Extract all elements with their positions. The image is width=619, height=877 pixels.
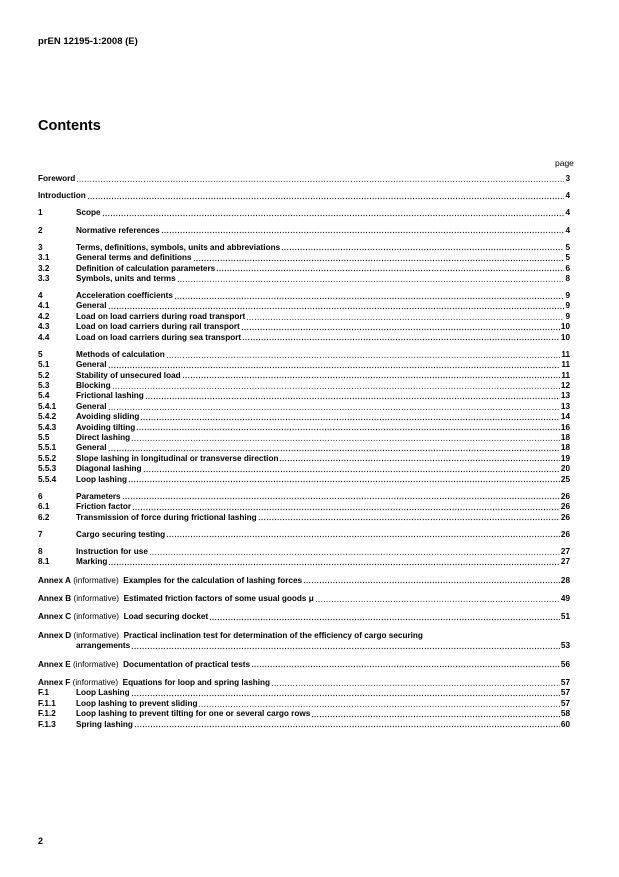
- toc-entry-number: 5.5: [38, 432, 50, 442]
- toc-entry-label: Scope: [76, 208, 101, 218]
- toc-entry-number: F.1: [38, 688, 49, 698]
- leader-dots: [108, 402, 560, 410]
- toc-entry-page: 20: [560, 464, 570, 474]
- toc-entry[interactable]: [38, 492, 570, 502]
- leader-dots: [279, 454, 559, 462]
- leader-dots: [143, 465, 560, 473]
- toc-annex-c[interactable]: [38, 612, 570, 622]
- toc-entry[interactable]: [38, 291, 570, 301]
- toc-entry-page: 4: [565, 208, 570, 218]
- toc-entry[interactable]: [38, 208, 570, 218]
- page-title: Contents: [38, 118, 101, 134]
- leader-dots: [166, 530, 560, 538]
- annex-kind: (informative): [73, 659, 119, 669]
- toc-entry-number: 5.2: [38, 370, 50, 380]
- toc-entry[interactable]: [38, 274, 570, 284]
- toc-entry-number: 3.1: [38, 253, 50, 263]
- toc-entry[interactable]: [38, 402, 570, 412]
- toc-entry-label: Blocking: [76, 381, 111, 391]
- toc-entry-page: 5: [565, 253, 570, 263]
- toc-entry-number: 5.4.1: [38, 401, 57, 411]
- leader-dots: [131, 433, 560, 441]
- annex-kind: (informative): [73, 594, 119, 604]
- toc-entry-page: 25: [560, 474, 570, 484]
- toc-entry[interactable]: [38, 333, 570, 343]
- toc-entry[interactable]: [38, 243, 570, 253]
- toc-entry[interactable]: [38, 433, 570, 443]
- toc-entry[interactable]: [38, 502, 570, 512]
- toc-entry-number: F.1.2: [38, 709, 56, 719]
- annex-prefix: Annex A: [38, 575, 71, 585]
- toc-entry-number: 4.3: [38, 322, 50, 332]
- toc-entry-label: General: [76, 301, 107, 311]
- toc-entry[interactable]: [38, 423, 570, 433]
- toc-entry[interactable]: [38, 253, 570, 263]
- toc-entry-page: 9: [565, 291, 570, 301]
- toc-annex-f[interactable]: [38, 678, 570, 688]
- annex-kind: (informative): [73, 575, 119, 585]
- leader-dots: [311, 710, 560, 718]
- toc-entry-page: 4: [565, 225, 570, 235]
- toc-entry[interactable]: [38, 454, 570, 464]
- toc-annex-d[interactable]: [38, 631, 570, 652]
- leader-dots: [149, 547, 560, 555]
- toc-entry[interactable]: [38, 720, 570, 730]
- toc-entry-page: 9: [565, 301, 570, 311]
- toc-entry-label: Normative references: [76, 225, 160, 235]
- toc-entry-number: 8: [38, 546, 43, 556]
- toc-entry-number: 1: [38, 208, 43, 218]
- toc-entry-number: 5.5.3: [38, 464, 57, 474]
- toc-entry-number: 6.2: [38, 512, 50, 522]
- leader-dots: [182, 371, 561, 379]
- page-column-label: page: [555, 158, 574, 168]
- leader-dots: [258, 513, 560, 521]
- toc-entry-page: 10: [560, 322, 570, 332]
- toc-entry[interactable]: [38, 688, 570, 698]
- toc-entry-label: Diagonal lashing: [76, 464, 142, 474]
- leader-dots: [193, 254, 565, 262]
- toc-entry-label: Friction factor: [76, 502, 132, 512]
- toc-entry-number: 4: [38, 291, 43, 301]
- toc-entry[interactable]: [38, 381, 570, 391]
- leader-dots: [134, 720, 560, 728]
- toc-entry[interactable]: [38, 412, 570, 422]
- leader-dots: [242, 333, 560, 341]
- toc-entry-number: 6.1: [38, 502, 50, 512]
- leader-dots: [303, 576, 560, 584]
- toc-entry-page: 26: [560, 502, 570, 512]
- toc-entry-page: 14: [560, 412, 570, 422]
- document-header: prEN 12195-1:2008 (E): [38, 36, 138, 47]
- toc-entry[interactable]: [38, 475, 570, 485]
- leader-dots: [131, 689, 560, 697]
- table-of-contents: [38, 174, 570, 730]
- toc-entry-number: 7: [38, 529, 43, 539]
- toc-entry[interactable]: [38, 360, 570, 370]
- leader-dots: [131, 642, 560, 650]
- toc-entry[interactable]: [38, 226, 570, 236]
- toc-entry-label: Terms, definitions, symbols, units and abbreviations: [76, 242, 281, 252]
- annex-kind: (informative): [73, 630, 119, 640]
- toc-entry-page: 11: [561, 370, 570, 380]
- toc-entry-page: 3: [565, 173, 570, 183]
- leader-dots: [216, 264, 564, 272]
- toc-entry-label: Introduction: [38, 191, 86, 201]
- toc-entry-number: 5.3: [38, 381, 50, 391]
- toc-entry-label: Avoiding tilting: [76, 422, 136, 432]
- toc-entry[interactable]: [38, 371, 570, 381]
- leader-dots: [251, 660, 560, 668]
- leader-dots: [108, 444, 560, 452]
- toc-entry-label: Marking: [76, 557, 108, 567]
- toc-entry-page: 9: [565, 311, 570, 321]
- toc-entry-page: 28: [560, 575, 570, 585]
- toc-entry-label: Loop lashing to prevent sliding: [76, 698, 198, 708]
- toc-entry[interactable]: [38, 513, 570, 523]
- toc-entry-label: Transmission of force during frictional lashing: [76, 512, 257, 522]
- annex-title: Practical inclination test for determination of the efficiency of cargo securing: [123, 630, 423, 640]
- toc-entry-page: 11: [561, 349, 570, 359]
- annex-prefix: Annex B: [38, 594, 72, 604]
- toc-entry-page: 53: [560, 641, 570, 651]
- toc-entry[interactable]: [38, 699, 570, 709]
- toc-entry-label: Foreword: [38, 173, 76, 183]
- annex-title: Load securing docket: [123, 612, 209, 622]
- leader-dots: [241, 323, 560, 331]
- toc-entry-page: 26: [560, 529, 570, 539]
- toc-entry-label: Loop Lashing: [76, 688, 130, 698]
- toc-entry-foreword[interactable]: [38, 174, 570, 184]
- annex-prefix: Annex F: [38, 678, 71, 688]
- toc-entry-label: Stability of unsecured load: [76, 370, 181, 380]
- toc-entry-page: 26: [560, 491, 570, 501]
- annex-prefix: Annex C: [38, 612, 72, 622]
- toc-entry[interactable]: [38, 264, 570, 274]
- toc-entry-page: 19: [560, 453, 570, 463]
- toc-entry-page: 27: [560, 557, 570, 567]
- leader-dots: [87, 192, 565, 200]
- leader-dots: [145, 392, 560, 400]
- leader-dots: [102, 209, 565, 217]
- toc-entry-number: 5.4.3: [38, 422, 57, 432]
- toc-entry[interactable]: [38, 391, 570, 401]
- leader-dots: [246, 312, 564, 320]
- toc-entry-number: 8.1: [38, 557, 50, 567]
- toc-entry-page: 58: [560, 709, 570, 719]
- toc-entry-label: Spring lashing: [76, 719, 133, 729]
- annex-title-continued: arrangements: [76, 641, 131, 651]
- toc-entry-label: Direct lashing: [76, 432, 131, 442]
- toc-entry-number: 5: [38, 349, 43, 359]
- toc-annex-b[interactable]: [38, 594, 570, 604]
- toc-entry-number: 3.2: [38, 263, 50, 273]
- annex-title: Documentation of practical tests: [123, 659, 251, 669]
- toc-entry[interactable]: [38, 302, 570, 312]
- toc-entry[interactable]: [38, 557, 570, 567]
- toc-entry-number: 5.1: [38, 360, 50, 370]
- toc-entry-page: 4: [565, 191, 570, 201]
- leader-dots: [122, 492, 560, 500]
- leader-dots: [166, 350, 561, 358]
- toc-entry[interactable]: [38, 547, 570, 557]
- toc-entry-page: 18: [560, 432, 570, 442]
- leader-dots: [198, 699, 559, 707]
- leader-dots: [112, 381, 560, 389]
- toc-entry-page: 6: [565, 263, 570, 273]
- annex-title: Estimated friction factors of some usual goods μ: [123, 594, 314, 604]
- toc-entry-number: 6: [38, 491, 43, 501]
- annex-title: Examples for the calculation of lashing forces: [123, 575, 303, 585]
- toc-entry-number: 2: [38, 225, 43, 235]
- toc-entry-label: Symbols, units and terms: [76, 273, 176, 283]
- toc-entry-number: 3: [38, 242, 43, 252]
- toc-entry-number: 3.3: [38, 273, 50, 283]
- leader-dots: [132, 503, 560, 511]
- toc-entry-page: 57: [560, 678, 570, 688]
- toc-entry-number: 5.5.4: [38, 474, 57, 484]
- toc-entry-page: 5: [565, 242, 570, 252]
- leader-dots: [209, 613, 560, 621]
- toc-entry[interactable]: [38, 312, 570, 322]
- annex-prefix: Annex D: [38, 630, 72, 640]
- toc-entry-page: 27: [560, 546, 570, 556]
- toc-entry-label: Load on load carriers during road transport: [76, 311, 246, 321]
- toc-entry-label: General terms and definitions: [76, 253, 192, 263]
- toc-annex-e[interactable]: [38, 660, 570, 670]
- leader-dots: [108, 302, 565, 310]
- toc-entry-label: Loop lashing: [76, 474, 127, 484]
- leader-dots: [177, 274, 565, 282]
- toc-entry-number: 5.5.1: [38, 443, 57, 453]
- leader-dots: [140, 413, 560, 421]
- toc-annex-a[interactable]: [38, 576, 570, 586]
- toc-entry-page: 13: [560, 391, 570, 401]
- toc-entry-number: 4.2: [38, 311, 50, 321]
- leader-dots: [161, 226, 565, 234]
- leader-dots: [128, 475, 560, 483]
- toc-entry-page: 60: [560, 719, 570, 729]
- leader-dots: [108, 558, 559, 566]
- toc-entry-number: 5.4: [38, 391, 50, 401]
- page-number: 2: [38, 836, 44, 846]
- toc-entry-label: Loop lashing to prevent tilting for one or several cargo rows: [76, 709, 311, 719]
- toc-entry-page: 51: [560, 612, 570, 622]
- leader-dots: [271, 678, 560, 686]
- toc-entry-label: Cargo securing testing: [76, 529, 166, 539]
- annex-prefix: Annex E: [38, 659, 71, 669]
- toc-entry-label: Slope lashing in longitudinal or transverse direction: [76, 453, 279, 463]
- toc-entry-page: 57: [560, 698, 570, 708]
- leader-dots: [315, 594, 560, 602]
- toc-entry-number: 4.4: [38, 332, 50, 342]
- toc-entry-page: 12: [560, 381, 570, 391]
- toc-entry-page: 49: [560, 594, 570, 604]
- leader-dots: [76, 174, 564, 182]
- toc-entry-label: Definition of calculation parameters: [76, 263, 216, 273]
- annex-title: Equations for loop and spring lashing: [122, 678, 271, 688]
- toc-entry-page: 57: [560, 688, 570, 698]
- leader-dots: [174, 292, 565, 300]
- toc-entry-page: 56: [560, 659, 570, 669]
- toc-entry-label: Load on load carriers during sea transport: [76, 332, 242, 342]
- toc-entry-page: 26: [560, 512, 570, 522]
- toc-entry-label: General: [76, 360, 107, 370]
- toc-entry-label: Acceleration coefficients: [76, 291, 173, 301]
- toc-entry-page: 10: [560, 332, 570, 342]
- annex-kind: (informative): [72, 678, 119, 688]
- toc-entry-label: Instruction for use: [76, 546, 148, 556]
- toc-entry-number: F.1.3: [38, 719, 56, 729]
- toc-entry-number: 4.1: [38, 301, 50, 311]
- toc-entry-page: 16: [560, 422, 570, 432]
- toc-entry-label: Frictional lashing: [76, 391, 144, 401]
- toc-entry[interactable]: [38, 322, 570, 332]
- toc-entry-introduction[interactable]: [38, 191, 570, 201]
- toc-entry[interactable]: [38, 350, 570, 360]
- toc-entry-label: Load on load carriers during rail transport: [76, 322, 240, 332]
- leader-dots: [281, 243, 564, 251]
- toc-entry-page: 13: [560, 401, 570, 411]
- toc-entry-label: Avoiding sliding: [76, 412, 140, 422]
- toc-entry-page: 11: [561, 360, 570, 370]
- toc-entry-page: 8: [565, 273, 570, 283]
- toc-entry[interactable]: [38, 443, 570, 453]
- toc-entry-page: 18: [560, 443, 570, 453]
- leader-dots: [136, 423, 560, 431]
- toc-entry[interactable]: [38, 530, 570, 540]
- leader-dots: [108, 361, 561, 369]
- toc-entry-label: General: [76, 401, 107, 411]
- toc-entry-number: 5.4.2: [38, 412, 57, 422]
- toc-entry-label: Methods of calculation: [76, 349, 165, 359]
- toc-entry[interactable]: [38, 709, 570, 719]
- toc-entry-number: F.1.1: [38, 698, 56, 708]
- toc-entry[interactable]: [38, 464, 570, 474]
- toc-entry-label: General: [76, 443, 107, 453]
- annex-kind: (informative): [73, 612, 119, 622]
- toc-entry-number: 5.5.2: [38, 453, 57, 463]
- toc-entry-label: Parameters: [76, 491, 121, 501]
